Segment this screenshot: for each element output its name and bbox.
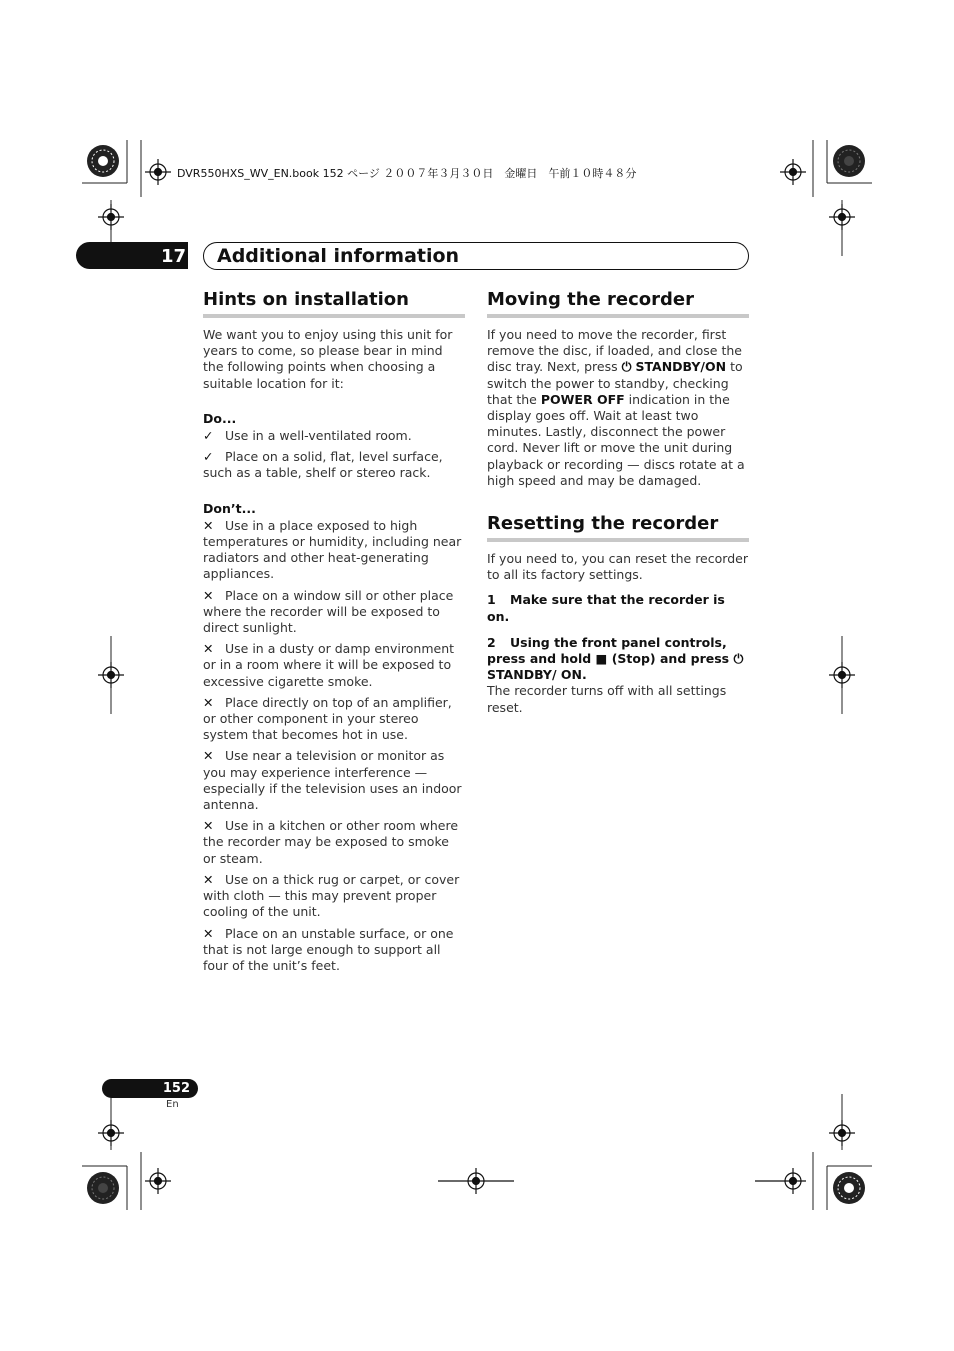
hints-intro: We want you to enjoy using this unit for years to come, so please bear in mind the following points when choosing a suitable location for it: xyxy=(203,327,453,391)
check-icon: ✓ xyxy=(203,428,214,444)
resetting-result: The recorder turns off with all settings reset. xyxy=(487,683,727,715)
dont-item: ✕ Use on a thick rug or carpet, or cover with cloth — this may prevent proper cooling of the unit. xyxy=(203,871,460,920)
hints-heading: Hints on installation xyxy=(203,289,465,318)
power-off-label: POWER OFF xyxy=(540,391,625,407)
cross-icon: ✕ xyxy=(203,587,214,603)
do-item: ✓ Place on a solid, flat, level surface, such as a table, shelf or stereo rack. xyxy=(203,449,443,481)
moving-text: If you need to move the recorder, first remove the disc, if loaded, and close the disc tray. Next, press ⏻ STANDBY/ON to switch the power to standby, checking that the POWER OFF indication in the display goes off. Wait at least two minutes. Lastly, disconnect the power cord. Never lift or move the unit during playback or recording — discs rotate at a high speed and may be damaged. xyxy=(487,327,745,488)
dont-item: ✕ Use in a place exposed to high temperatures or humidity, including near radiators and other heat-generating appliances. xyxy=(203,517,462,582)
dont-item: ✕ Place on a window sill or other place where the recorder will be exposed to direct sunlight. xyxy=(203,587,454,636)
dont-heading: Don’t... xyxy=(203,500,256,516)
cross-icon: ✕ xyxy=(203,517,214,533)
standby-icon: ⏻ xyxy=(733,651,744,667)
cross-icon: ✕ xyxy=(203,694,214,710)
standby-label: STANDBY/ON xyxy=(635,359,727,375)
dont-item: ✕ Use in a dusty or damp environment or in a room where it will be exposed to excessive cigarette smoke. xyxy=(203,641,455,689)
page-number: 152 xyxy=(162,1081,190,1096)
page-language: En xyxy=(166,1099,179,1110)
cross-icon: ✕ xyxy=(203,818,214,834)
chapter-title: Additional information xyxy=(217,245,460,267)
cross-icon: ✕ xyxy=(203,925,214,941)
do-heading: Do... xyxy=(203,410,237,426)
step-1: 1 Make sure that the recorder is on. xyxy=(487,592,725,624)
standby-icon: ⏻ xyxy=(621,359,632,375)
resetting-intro: If you need to, you can reset the recorder to all its factory settings. xyxy=(487,551,748,583)
do-item: ✓ Use in a well-ventilated room. xyxy=(203,428,412,444)
stop-icon: ■ xyxy=(595,651,608,667)
dont-item: ✕ Place on an unstable surface, or one that is not large enough to support all four of the unit’s feet. xyxy=(203,925,454,973)
print-header: DVR550HXS_WV_EN.book 152 ページ ２００７年３月３０日 金曜日 午前１０時４８分 xyxy=(177,167,637,180)
moving-heading: Moving the recorder xyxy=(487,289,749,318)
cross-icon: ✕ xyxy=(203,641,214,657)
step-2: 2 Using the front panel controls, press and hold ■ (Stop) and press ⏻ STANDBY/ ON. xyxy=(487,634,744,683)
hints-section xyxy=(203,289,465,974)
moving-section xyxy=(487,289,749,489)
resetting-section xyxy=(487,513,749,716)
cross-icon: ✕ xyxy=(203,748,214,764)
cross-icon: ✕ xyxy=(203,871,214,887)
resetting-heading: Resetting the recorder xyxy=(487,513,749,542)
dont-item: ✕ Use near a television or monitor as you may experience interference — especially if the television uses an indoor antenna. xyxy=(203,748,462,813)
check-icon: ✓ xyxy=(203,449,214,465)
chapter-number: 17 xyxy=(160,246,186,267)
dont-item: ✕ Place directly on top of an amplifier, or other component in your stereo system that becomes hot in use. xyxy=(203,694,452,743)
dont-item: ✕ Use in a kitchen or other room where the recorder may be exposed to smoke or steam. xyxy=(203,818,459,866)
